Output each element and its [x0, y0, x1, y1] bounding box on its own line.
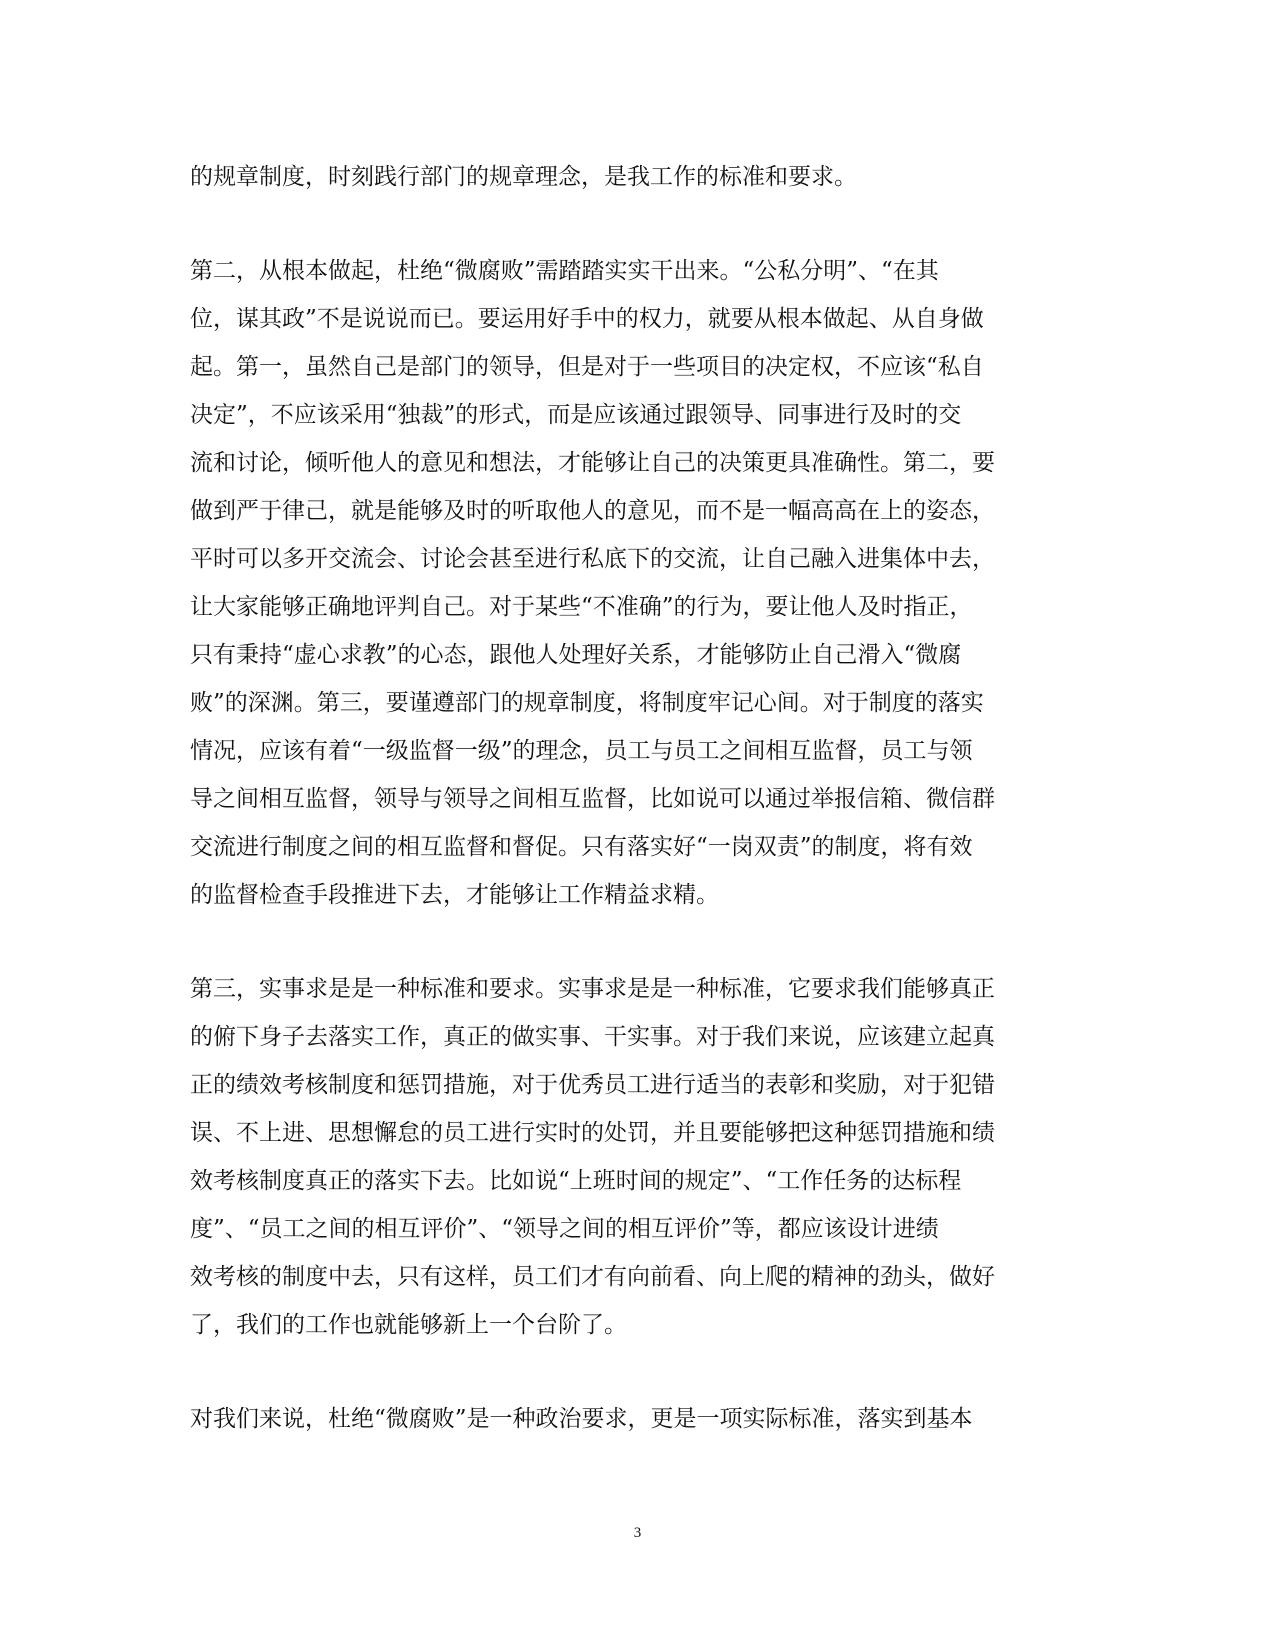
text-line: 败”的深渊。第三，要谨遵部门的规章制度，将制度牢记心间。对于制度的落实	[190, 690, 984, 716]
document-body	[190, 153, 1070, 1443]
paragraph	[190, 965, 1070, 1349]
text-line: 情况，应该有着“一级监督一级”的理念，员工与员工之间相互监督，员工与领	[190, 738, 973, 764]
text-line: 的监督检查手段推进下去，才能够让工作精益求精。	[190, 882, 719, 908]
text-line: 的俯下身子去落实工作，真正的做实事、干实事。对于我们来说，应该建立起真	[190, 1024, 995, 1050]
text-line: 正的绩效考核制度和惩罚措施，对于优秀员工进行适当的表彰和奖励，对于犯错	[190, 1072, 995, 1098]
text-line: 对我们来说，杜绝“微腐败”是一种政治要求，更是一项实际标准，落实到基本	[190, 1406, 973, 1432]
text-line: 度”、“员工之间的相互评价”、“领导之间的相互评价”等，都应该设计进绩	[190, 1216, 939, 1242]
text-line: 只有秉持“虚心求教”的心态，跟他人处理好关系，才能够防止自己滑入“微腐	[190, 642, 962, 668]
text-line: 导之间相互监督，领导与领导之间相互监督，比如说可以通过举报信箱、微信群	[190, 786, 995, 812]
paragraph	[190, 247, 1070, 919]
text-line: 决定”，不应该采用“独裁”的形式，而是应该通过跟领导、同事进行及时的交	[190, 402, 962, 428]
text-line: 做到严于律己，就是能够及时的听取他人的意见，而不是一幅高高在上的姿态，	[190, 498, 995, 524]
text-line: 位，谋其政”不是说说而已。要运用好手中的权力，就要从根本做起、从自身做	[190, 306, 984, 332]
text-line: 让大家能够正确地评判自己。对于某些“不准确”的行为，要让他人及时指正，	[190, 594, 973, 620]
text-line: 误、不上进、思想懈怠的员工进行实时的处罚，并且要能够把这种惩罚措施和绩	[190, 1120, 995, 1146]
text-line: 流和讨论，倾听他人的意见和想法，才能够让自己的决策更具准确性。第二，要	[190, 450, 995, 476]
text-line: 第二，从根本做起，杜绝“微腐败”需踏踏实实干出来。“公私分明”、“在其	[190, 258, 939, 284]
text-line: 交流进行制度之间的相互监督和督促。只有落实好“一岗双责”的制度，将有效	[190, 834, 973, 860]
paragraph-gap	[190, 201, 1070, 247]
paragraph-gap	[190, 919, 1070, 965]
paragraph-gap	[190, 1349, 1070, 1395]
paragraph	[190, 153, 1070, 201]
text-line: 第三，实事求是是一种标准和要求。实事求是是一种标准，它要求我们能够真正	[190, 976, 995, 1002]
text-line: 效考核的制度中去，只有这样，员工们才有向前看、向上爬的精神的劲头，做好	[190, 1264, 995, 1290]
text-line: 起。第一，虽然自己是部门的领导，但是对于一些项目的决定权，不应该“私自	[190, 354, 984, 380]
page-number: 3	[633, 1525, 642, 1541]
paragraph	[190, 1395, 1070, 1443]
text-line: 的规章制度，时刻践行部门的规章理念，是我工作的标准和要求。	[190, 164, 857, 190]
text-line: 效考核制度真正的落实下去。比如说“上班时间的规定”、“工作任务的达标程	[190, 1168, 962, 1194]
text-line: 平时可以多开交流会、讨论会甚至进行私底下的交流，让自己融入进集体中去，	[190, 546, 995, 572]
text-line: 了，我们的工作也就能够新上一个台阶了。	[190, 1312, 627, 1338]
